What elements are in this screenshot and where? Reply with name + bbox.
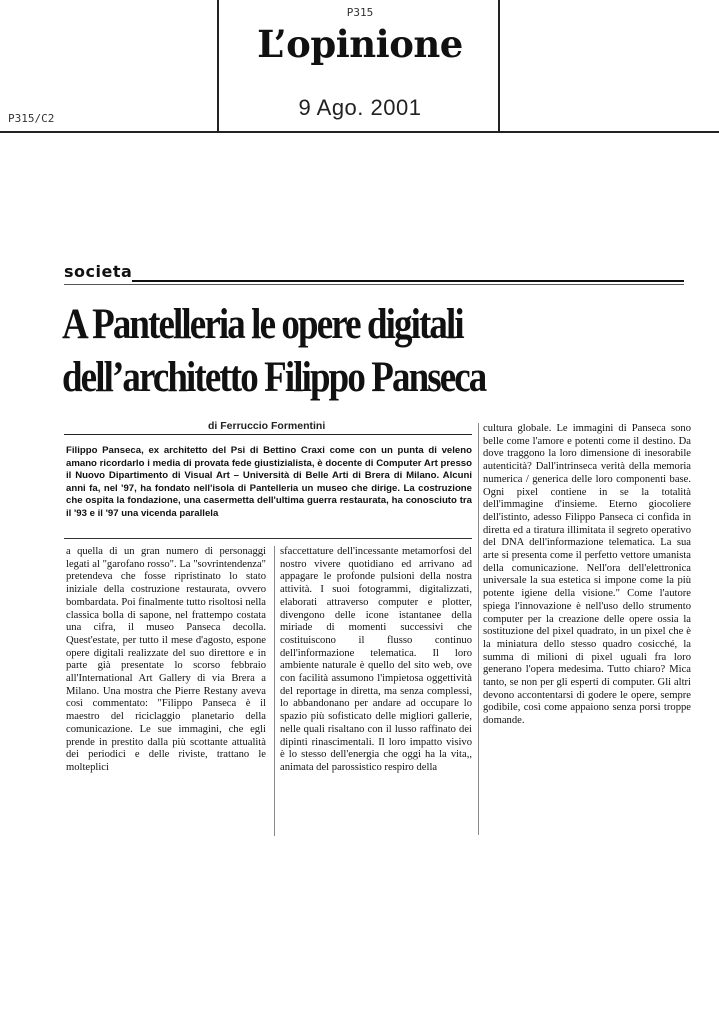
newspaper-masthead: L’opinione [257,22,463,66]
column-separator [274,546,275,836]
lead-rule [64,538,472,539]
article-byline: di Ferruccio Formentini [208,420,326,432]
article-headline [62,298,578,404]
byline-rule [64,434,472,435]
article-column-3: cultura globale. Le immagini di Panseca sono belle come l'amore e potenti come il destino. Da dove traggono la loro dimensione di inesorabile autenticità? Dall'intrinseca verità della memoria numerica / generica delle loro componenti base. Ogni pixel contiene in se la totalità dell'immagine d'insieme. Eterno giocoliere dell'istinto, adesso Filippo Panseca ci confida in diretta ed a tiratura illimitata il segreto operativo del DNA dell'informazione telematica. La sua arte si presenta come il perfetto vettore umanista della comunicazione. Nell'ora dell'elettronica universale la sua estetica si impone come la più potente igiene della visione." Come l'autore spiega l'innovazione è nell'uso dello strumento computer per la creazione delle opere ossia la sostituzione del pixel quadrato, in un pixel che è la miniatura dello stesso quadro cosicché, la summa di milioni di pixel uguali fra loro generano l'opera medesima. Tutto chiaro? Mica tanto, se non per gli esperti di computer. Gli altri devono accontentarsi di godere le opere, sempre godibile, così come appaiono senza porsi troppe domande. [483,423,691,727]
headline-line-1: A Pantelleria le opere digitali [62,301,463,348]
article-lead: Filippo Panseca, ex architetto del Psi di Bettino Craxi come con un punta di veleno amano ricordarlo i media di provata fede giustizialista, è docente di Computer Art presso il Nuovo Dipartimento di Visual Art – Università di Belle Arti di Brera di Milano. Alcuni anni fa, nel '97, ha fondato nell'isola di Pantelleria un museo che dirige. La costruzione che ospita la fondazione, una casermetta dell'ultima guerra restaurata, ha conosciuto tra il '93 e il '97 una vicenda parallela [66,445,472,519]
column-separator [478,423,479,835]
section-label: societa [64,262,133,281]
article-column-1: a quella di un gran numero di personaggi legati al "garofano rosso". La "sovrintendenza" pretendeva che fosse ripristinato lo stato iniziale della costruzione restaurata, ovvero bombardata. Poi finalmente tutto risoltosi nella classica bolla di sapone, nel frattempo costata una cifra, il museo Panseca decolla. Quest'estate, per tutto il mese d'agosto, espone opere digitali realizzate del suo direttore e in parte già presentate lo scorso febbraio all'International Art Gallery di via Brera a Milano. Una mostra che Pierre Restany aveva così commentato: "Filippo Panseca è il maestro del riciclaggio planetario della comunicazione. Le sue immagini, che egli prende in prestito dalla più scottante attualità dei periodici e delle riviste, trattano le molteplici [66,546,266,773]
article-column-2: sfaccettature dell'incessante metamorfosi del nostro vivere quotidiano ed arrivano ad appagare le profonde pulsioni della nostra attività. I suoi fotogrammi, digitalizzati, elaborati attraverso computer e plotter, divengono delle icone istantanee della miriade di momenti successivi che costituiscono il flusso continuo dell'informazione telematica. Il loro ambiente naturale è quello del sito web, ove con facilità assumono l'impietosa oggettività del reportage in diretta, ma senza complessi, lo abbandonano per andare ad occupare lo spazio più sofisticato delle migliori gallerie, nelle quali risaltano con il lusso raffinato dei dipinti rinascimentali. Il loro impatto visivo è lo stesso dell'energia che oggi ha la vita,, animata del parossistico respiro della [280,546,472,773]
header-bottom-rule [0,131,719,133]
publication-date: 9 Ago. 2001 [298,95,422,120]
archive-code-top: P315 [346,6,374,19]
archive-code-left: P315/C2 [8,112,55,125]
section-rule [132,280,684,282]
section-rule-thin [64,284,684,285]
headline-line-2: dell’architetto Filippo Panseca [62,354,486,401]
header-divider-left [217,0,219,132]
